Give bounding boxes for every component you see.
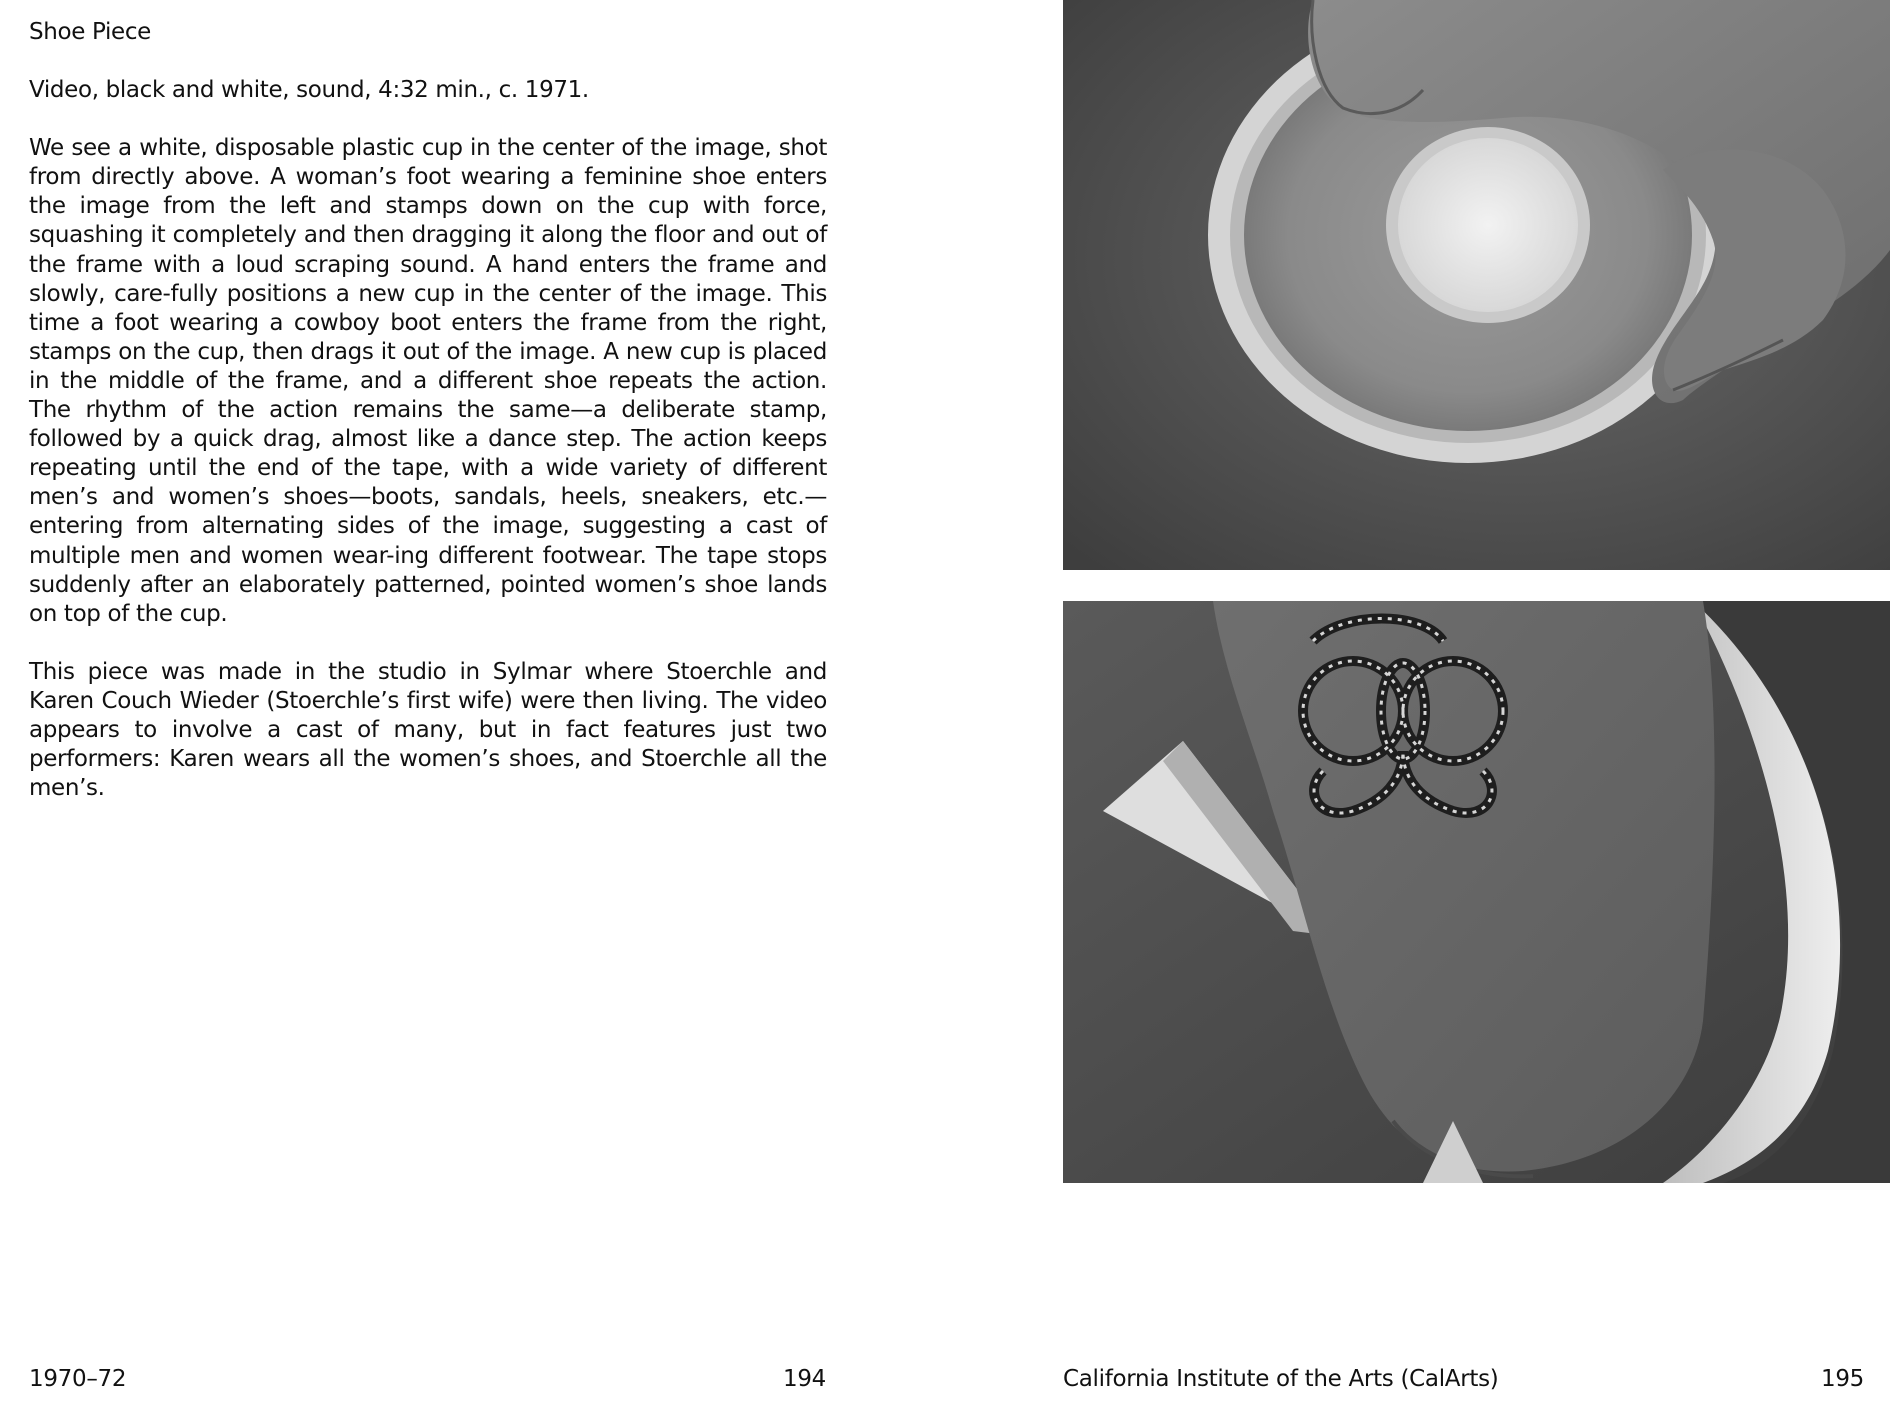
page-number-left: 194 [783, 1366, 826, 1392]
page-number-right: 195 [1821, 1366, 1864, 1392]
video-still-cup [1063, 0, 1890, 570]
work-title: Shoe Piece [29, 19, 151, 45]
article-text [29, 18, 827, 832]
context-paragraph: This piece was made in the studio in Sylmar where Stoerchle and Karen Couch Wieder (Stoerchle’s first wife) were then living. The video appears to involve a cast of many, but in fact features just two performers: Karen wears all the women’s shoes, and Stoerchle all the men’s. [29, 658, 827, 802]
footer-section-left: 1970–72 [29, 1366, 127, 1392]
description-paragraph: We see a white, disposable plastic cup in the center of the image, shot from directly above. A woman’s foot wearing a feminine shoe enters the image from the left and stamps down on the cup with force, squashing it completely and then dragging it along the floor and out of the frame with a loud scraping sound. A hand enters the frame and slowly, care-fully positions a new cup in the center of the image. This time a foot wearing a cowboy boot enters the frame from the right, stamps on the cup, then drags it out of the image. A new cup is placed in the middle of the frame, and a different shoe repeats the action. The rhythm of the action remains the same—a deliberate stamp, followed by a quick drag, almost like a dance step. The action keeps repeating until the end of the tape, with a wide variety of different men’s and women’s shoes—boots, sandals, heels, sneakers, etc.—entering from alternating sides of the image, suggesting a cast of multiple men and women wear-ing different footwear. The tape stops suddenly after an elaborately patterned, pointed women’s shoe lands on top of the cup. [29, 135, 827, 627]
footer-section-right: California Institute of the Arts (CalArts) [1063, 1366, 1499, 1392]
work-medium: Video, black and white, sound, 4:32 min., c. 1971. [29, 77, 589, 104]
video-still-shoe [1063, 601, 1890, 1183]
cup-from-above-image [1063, 0, 1890, 570]
patterned-shoe-image [1063, 601, 1890, 1183]
